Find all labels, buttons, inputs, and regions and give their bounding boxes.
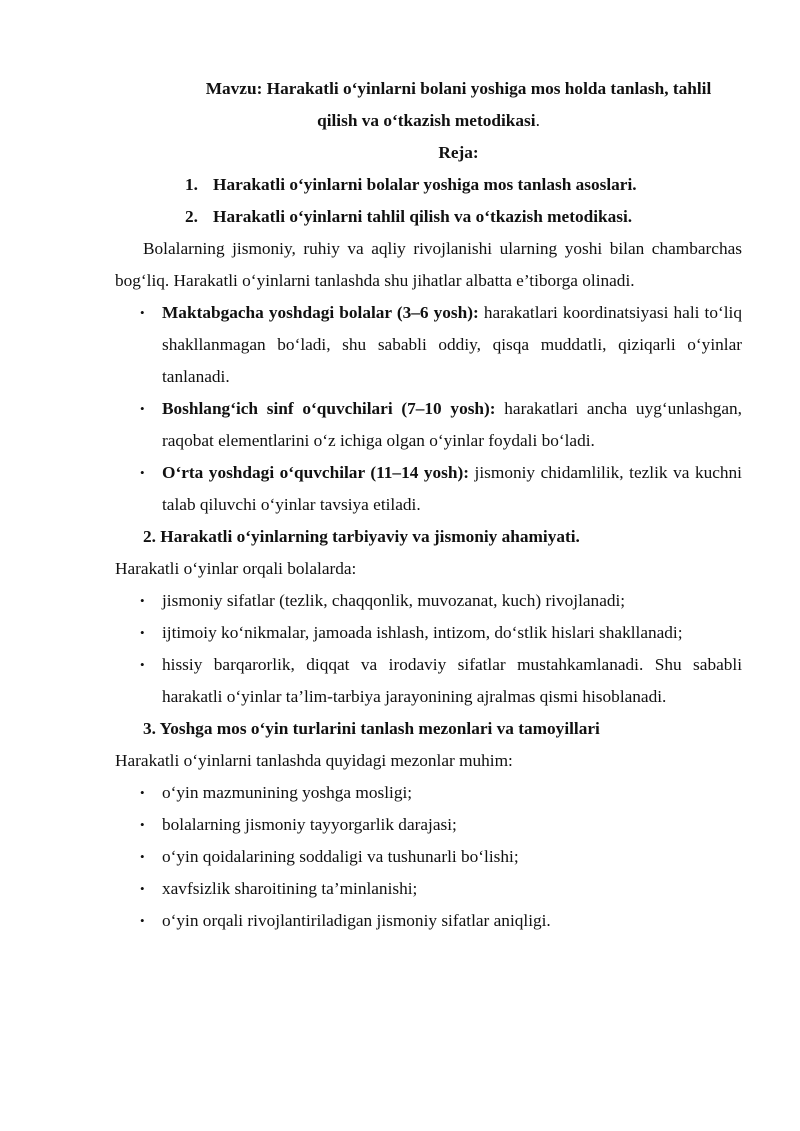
age-group-text: harakatlari ancha uyg‘unlashgan, raqobat elementlarini o‘z ichiga olgan o‘yinlar foydali bo‘ladi. bbox=[162, 399, 742, 450]
list-item-text: hissiy barqarorlik, diqqat va irodaviy sifatlar mustahkamlanadi. Shu sababli harakatli o‘yinlar ta’lim-tarbiya jarayonining ajralmas qismi hisoblanadi. bbox=[162, 655, 742, 706]
list-item bbox=[115, 585, 742, 617]
list-item-text: jismoniy sifatlar (tezlik, chaqqonlik, muvozanat, kuch) rivojlanadi; bbox=[162, 591, 626, 610]
document-title bbox=[115, 73, 742, 137]
plan-item-text: Harakatli o‘yinlarni tahlil qilish va o‘tkazish metodikasi. bbox=[213, 207, 633, 226]
list-item-text: ijtimoiy ko‘nikmalar, jamoada ishlash, intizom, do‘stlik hislari shakllanadi; bbox=[162, 623, 683, 642]
section-3-heading: 3. Yoshga mos o‘yin turlarini tanlash mezonlari va tamoyillari bbox=[143, 719, 600, 738]
list-item-text: o‘yin orqali rivojlantiriladigan jismoniy sifatlar aniqligi. bbox=[162, 911, 551, 930]
bullet-icon: • bbox=[140, 913, 145, 928]
section-3-lead: Harakatli o‘yinlarni tanlashda quyidagi mezonlar muhim: bbox=[115, 751, 513, 770]
age-group-title: O‘rta yoshdagi o‘quvchilar (11–14 yosh): bbox=[162, 463, 470, 482]
title-line-1: Mavzu: Harakatli o‘yinlarni bolani yoshiga mos holda tanlash, tahlil bbox=[205, 79, 712, 98]
list-item bbox=[115, 841, 742, 873]
bullet-icon: • bbox=[140, 657, 145, 672]
list-item bbox=[115, 393, 742, 457]
plan-item-number: 2. bbox=[185, 207, 198, 226]
section-2-lead: Harakatli o‘yinlar orqali bolalarda: bbox=[115, 559, 357, 578]
age-group-text: jismoniy chidamlilik, tezlik va kuchni talab qiluvchi o‘yinlar tavsiya etiladi. bbox=[162, 463, 742, 514]
list-item bbox=[115, 777, 742, 809]
bullet-icon: • bbox=[140, 465, 145, 480]
list-item-text: bolalarning jismoniy tayyorgarlik darajasi; bbox=[162, 815, 457, 834]
list-item bbox=[115, 457, 742, 521]
plan-label: Reja: bbox=[438, 143, 479, 162]
plan-item-text: Harakatli o‘yinlarni bolalar yoshiga mos tanlash asoslari. bbox=[213, 175, 637, 194]
age-group-text: harakatlari koordinatsiyasi hali to‘liq shakllanmagan bo‘ladi, shu sababli oddiy, qisqa muddatli, qiziqarli o‘yinlar tanlanadi. bbox=[162, 303, 742, 386]
list-item-text: xavfsizlik sharoitining ta’minlanishi; bbox=[162, 879, 418, 898]
bullet-icon: • bbox=[140, 593, 145, 608]
plan-item bbox=[115, 201, 742, 233]
title-line-2-end: . bbox=[535, 111, 540, 130]
list-item bbox=[115, 905, 742, 937]
list-item bbox=[115, 617, 742, 649]
bullet-icon: • bbox=[140, 305, 145, 320]
section-2-list bbox=[115, 585, 742, 713]
bullet-icon: • bbox=[140, 817, 145, 832]
list-item bbox=[115, 809, 742, 841]
age-group-title: Maktabgacha yoshdagi bolalar (3–6 yosh): bbox=[162, 303, 479, 322]
list-item bbox=[115, 649, 742, 713]
list-item bbox=[115, 297, 742, 393]
bullet-icon: • bbox=[140, 881, 145, 896]
plan-item bbox=[115, 169, 742, 201]
age-group-list bbox=[115, 297, 742, 521]
plan-list bbox=[115, 169, 742, 233]
plan-item-number: 1. bbox=[185, 175, 198, 194]
list-item bbox=[115, 873, 742, 905]
bullet-icon: • bbox=[140, 785, 145, 800]
bullet-icon: • bbox=[140, 625, 145, 640]
list-item-text: o‘yin mazmunining yoshga mosligi; bbox=[162, 783, 413, 802]
intro-paragraph: Bolalarning jismoniy, ruhiy va aqliy rivojlanishi ularning yoshi bilan chambarchas bog‘liq. Harakatli o‘yinlarni tanlashda shu jihatlar albatta e’tiborga olinadi. bbox=[115, 239, 742, 290]
title-line-2 bbox=[115, 105, 742, 137]
bullet-icon: • bbox=[140, 849, 145, 864]
title-line-2-text: qilish va o‘tkazish metodikasi bbox=[317, 111, 536, 130]
section-3-list bbox=[115, 777, 742, 937]
list-item-text: o‘yin qoidalarining soddaligi va tushunarli bo‘lishi; bbox=[162, 847, 519, 866]
bullet-icon: • bbox=[140, 401, 145, 416]
section-2-heading: 2. Harakatli o‘yinlarning tarbiyaviy va jismoniy ahamiyati. bbox=[143, 527, 580, 546]
age-group-title: Boshlang‘ich sinf o‘quvchilari (7–10 yosh): bbox=[162, 399, 496, 418]
